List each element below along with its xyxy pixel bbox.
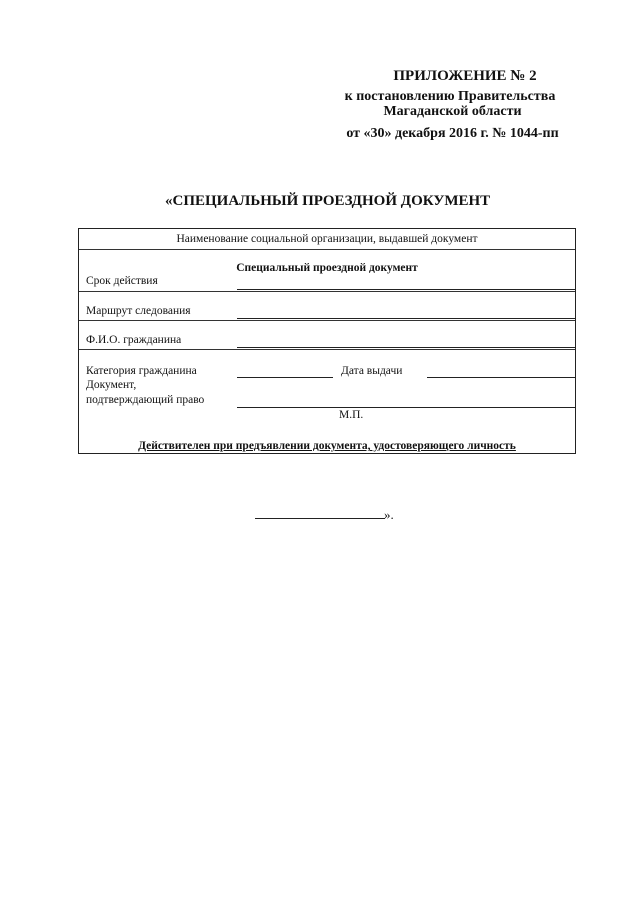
document-field[interactable]	[237, 407, 575, 408]
route-label: Маршрут следования	[86, 305, 191, 317]
issue-date-label: Дата выдачи	[341, 365, 403, 377]
document-heading: «СПЕЦИАЛЬНЫЙ ПРОЕЗДНОЙ ДОКУМЕНТ	[165, 193, 491, 209]
category-field[interactable]	[237, 377, 333, 378]
issue-date-field[interactable]	[427, 377, 575, 378]
fio-divider	[79, 349, 575, 350]
fio-field[interactable]	[237, 347, 575, 348]
closing-quote: ».	[384, 507, 394, 522]
form-title: Специальный проездной документ	[236, 262, 418, 274]
route-field[interactable]	[237, 318, 575, 319]
travel-document-form	[78, 228, 576, 454]
org-name-divider	[79, 249, 575, 250]
category-label: Категория гражданина	[86, 365, 197, 377]
appendix-resolution-line: к постановлению Правительства	[344, 89, 556, 104]
validity-label: Срок действия	[86, 275, 158, 287]
appendix-region-line: Магаданской области	[383, 104, 522, 119]
document-label-line2: подтверждающий право	[86, 394, 205, 406]
appendix-title: ПРИЛОЖЕНИЕ № 2	[393, 68, 537, 84]
appendix-date-number-line: от «30» декабря 2016 г. № 1044-пп	[346, 126, 559, 141]
validity-divider	[79, 291, 575, 292]
validity-note: Действителен при предъявлении документа, удостоверяющего личность	[138, 440, 516, 452]
route-divider	[79, 320, 575, 321]
document-label-line1: Документ,	[86, 379, 137, 391]
fio-label: Ф.И.О. гражданина	[86, 334, 182, 346]
stamp-label: М.П.	[339, 409, 364, 421]
closing-line	[255, 518, 385, 519]
validity-field[interactable]	[237, 289, 575, 290]
org-name-label: Наименование социальной организации, выдавшей документ	[176, 233, 478, 245]
